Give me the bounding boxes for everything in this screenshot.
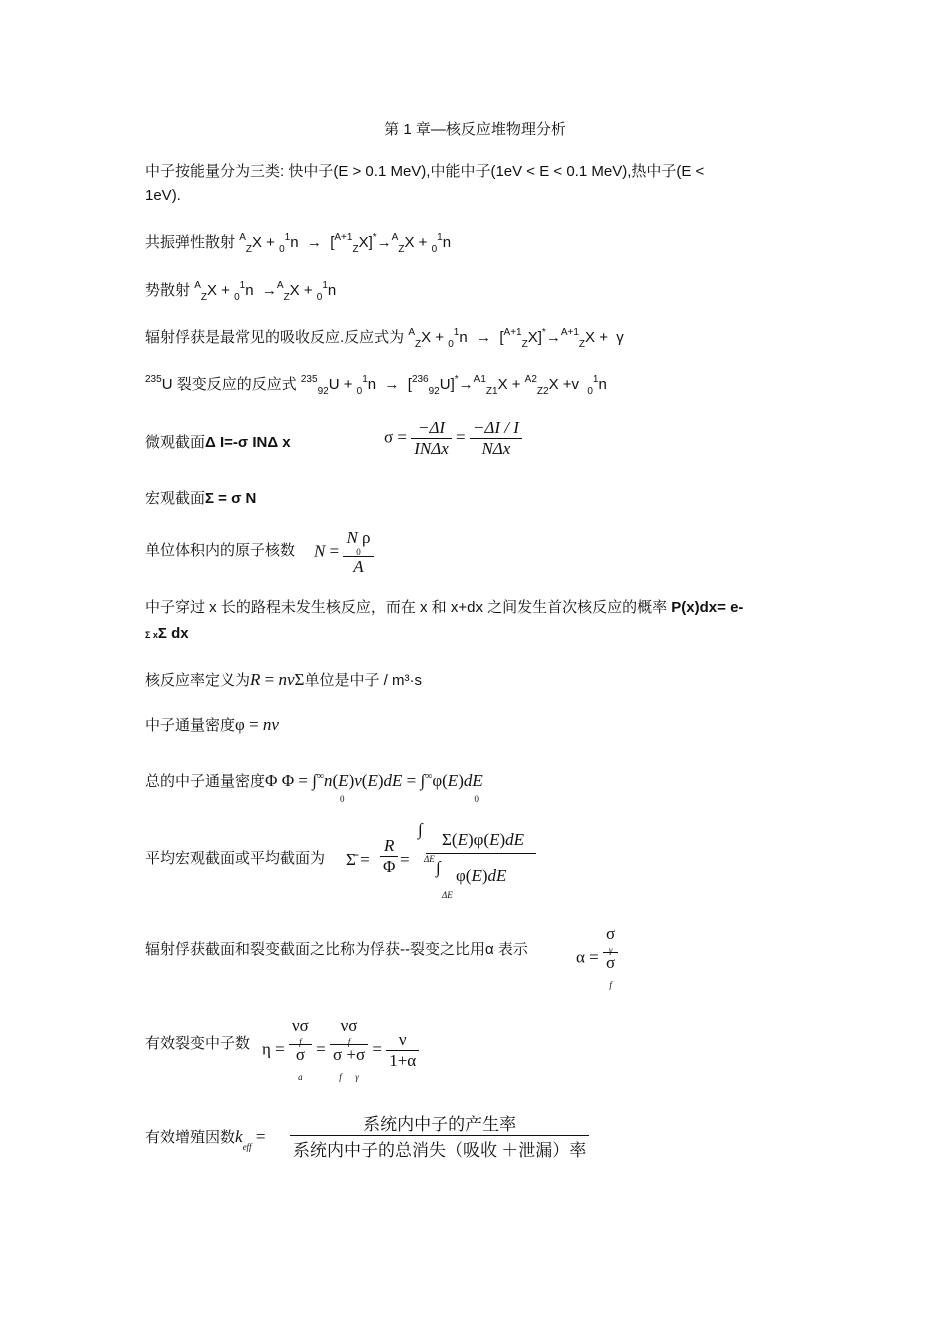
alpha-label2: 表示 [497,941,528,958]
avg-label: 平均宏观截面或平均截面为 [145,850,326,867]
flux-formula: φ = nv [235,715,279,734]
macro-eq: Σ = σ N [205,490,257,507]
micro-formula: σ = $\frac{-\Delta I}{\text{INΔx}}$ = $\frac{-\Delta I / I}{\text{NΔx}}$ [384,418,522,459]
total-flux-label: 总的中子通量密度 [145,773,266,790]
prob-line [145,598,743,618]
avg-line [145,849,325,869]
rate-line [145,670,422,691]
flux-line [145,715,279,736]
micro-line [145,433,291,453]
nuclei-label: 单位体积内的原子核数 [145,542,296,559]
resonance-label: 共振弹性散射 [145,234,236,251]
keff-numerator: 系统内中子的产生率 [363,1115,517,1134]
prob-eq2: Σ dx [157,625,189,642]
rate-formula: R = nvΣ [250,670,305,689]
keff-fraction [290,1110,589,1161]
resonance-scatter-line [145,233,451,255]
prob-exponent: Σ x [145,630,158,640]
capture-line [145,328,624,350]
keff-line [145,1127,266,1152]
macro-line [145,489,256,509]
capture-label: 辐射俘获是最常见的吸收反应.反应式为 [145,329,405,346]
total-flux-limits: 0 0 [340,794,479,804]
nuclei-line [145,541,295,561]
rate-unit: 单位是中子 / m³·s [304,672,422,689]
fission-line [145,375,607,397]
fission-formula: $^{235}_{92}$U + $_0^1$n → [$^{236}_{92}$U]*→$^{A1}_{Z1}$X + $^{A2}_{Z2}$X +v $_0^1$n [300,374,607,397]
total-flux-line [145,771,483,794]
alpha-label: 辐射俘获截面和裂变截面之比称为俘获--裂变之比用 [145,941,485,958]
prob-line-2 [145,624,189,645]
prob-text: 中子穿过 x 长的路程未发生核反应，而在 x 和 x+dx 之间发生首次核反应的概率 [145,599,668,616]
potential-label: 势散射 [145,282,191,299]
rate-label: 核反应率定义为 [145,672,251,689]
alpha-formula: α = σ $^\gamma$ σ f [576,924,618,993]
energy-classes-cont: 1eV). [145,187,181,204]
fission-u235: $^{235}$U [145,374,177,393]
energy-classes: 中子按能量分为三类: 快中子(E > 0.1 MeV),中能中子(1eV < E < 0.1 MeV),热中子(E < [145,163,705,180]
micro-label: 微观截面 [145,434,206,451]
prob-eq: P(x)dx= e- [671,599,744,616]
resonance-formula: $^A_Z$X + $_0^1$n → [$^{A+1}_Z$X]*→$^A_Z$X + $_0^1$n [239,232,452,255]
page-title [0,118,950,139]
alpha-line: 辐射俘获截面和裂变截面之比称为俘获--裂变之比用α 表示 [145,941,528,958]
fission-label: 裂变反应的反应式 [176,376,297,393]
nuclei-formula: N = N ρ $^0$ A [314,528,374,577]
page-title-text: 第 1 章—核反应堆物理分析 [384,121,566,138]
eta-label: 有效裂变中子数 [145,1035,251,1052]
potential-formula: $^A_Z$X + $_0^1$n →$^A_Z$X + $_0^1$n [194,280,337,303]
capture-formula: $^A_Z$X + $_0^1$n → [$^{A+1}_Z$X]*→$^{A+1}_Z$X + γ [408,327,624,350]
flux-label: 中子通量密度 [145,717,236,734]
macro-label: 宏观截面 [145,490,206,507]
eta-line [145,1034,250,1054]
keff-symbol: $k_{eff}$ = [235,1127,266,1152]
potential-scatter-line [145,281,336,303]
total-flux-formula: Φ Φ = ∫∞n(E)v(E)dE = ∫∞φ(E)dE [265,771,483,790]
keff-denominator: 系统内中子的总消失（吸收 ＋泄漏）率 [290,1135,589,1161]
eta-formula: η = νσ $^f$ σ a = νσ $^f$ σ +σ f γ = $\frac{\nu}{1+\alpha}$ [262,1016,419,1085]
keff-label: 有效增殖因数 [145,1129,236,1146]
micro-eq: Δ I=-σ INΔ x [205,434,291,451]
